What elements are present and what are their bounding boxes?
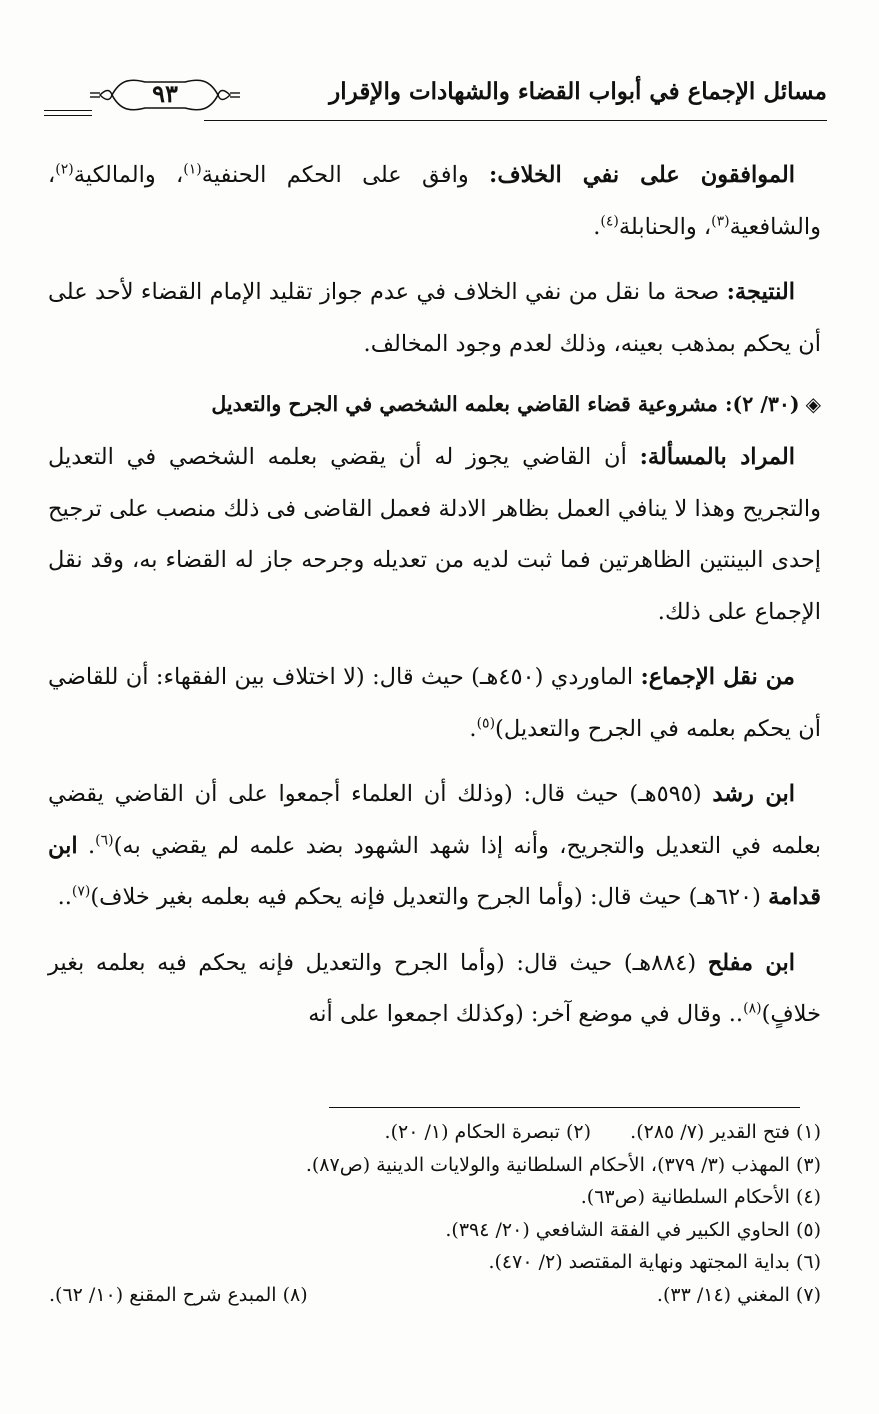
footnote-3: (٣) المهذب (٣/ ٣٧٩)، الأحكام السلطانية والولايات الدينية (ص٨٧). [305,1153,821,1176]
paragraph-text: ، والمالكية [73,162,184,188]
paragraph-text: (٨٨٤هـ) حيث قال: (وأما الجرح والتعديل فإنه يحكم فيه بعلمه بغير خلافٍ) [48,949,821,1027]
paragraph-text: وافق على الحكم الحنفية [201,162,490,188]
section-number: (٣٠/ ٢): [724,392,800,416]
header-rule [204,120,827,121]
footnote-6: (٦) بداية المجتهد ونهاية المقتصد (٢/ ٤٧٠). [488,1251,821,1273]
footnote-row [49,1116,821,1149]
paragraph-text: صحة ما نقل من نفي الخلاف في عدم جواز تقليد الإمام القضاء لأحد على أن يحكم بمذهب بعينه، وذلك لعدم وجود المخالف. [48,279,821,357]
footnote-ref: (٧) [71,883,91,900]
paragraph-text: .. وقال في موضع آخر: (وكذلك اجمعوا على أنه [308,1001,744,1027]
footnote-row [49,1279,821,1312]
footnote-row [49,1181,821,1214]
paragraph-ibn-rushd [48,769,821,924]
paragraph-text: ، والحنابلة [618,213,712,240]
header-rule-left-top [44,110,92,111]
paragraph-result [48,267,821,370]
page-header [44,74,827,124]
footnote-ref: (٦) [95,832,114,848]
paragraph-ibn-muflih [48,938,821,1041]
paragraph-text: الماوردي (٤٥٠هـ) حيث قال: (لا اختلاف بين الفقهاء: أن للقاضي أن يحكم بعلمه في الجرح والتعديل) [48,664,821,742]
footnote-row [49,1149,821,1182]
paragraph-lead: المراد بالمسألة: [639,444,795,470]
paragraph-text: . [77,832,96,859]
paragraph-text: . [469,715,477,742]
footnote-row [49,1246,821,1279]
footnote-row [49,1214,821,1247]
section-heading [48,384,821,424]
footnote-ref: (١) [183,161,202,178]
paragraph-agreeing-parties [48,150,821,253]
header-rule-left-bottom [44,115,92,116]
footnotes [49,1116,821,1311]
paragraph-text: ، والشافعية [48,162,821,240]
footnote-ref: (٢) [55,161,74,178]
running-title: مسائل الإجماع في أبواب القضاء والشهادات والإقرار [329,78,827,105]
paragraph-lead: النتيجة: [726,279,795,305]
footnote-8: (٨) المبدع شرح المقنع (١٠/ ٦٢). [49,1283,308,1306]
section-title: مشروعية قضاء القاضي بعلمه الشخصي في الجرح والتعديل [211,392,725,416]
page-number-badge [90,72,240,118]
diamond-bullet-icon: ◈ [805,392,821,416]
footnote-1: (١) فتح القدير (٧/ ٢٨٥). [630,1121,821,1143]
footnote-ref: (٨) [743,1000,762,1017]
paragraph-lead: ابن مفلح [707,949,796,976]
paragraph-lead: ابن قدامة [48,832,821,910]
footnote-7: (٧) المغني (١٤/ ٣٣). [656,1283,821,1306]
paragraph-text: (٦٢٠هـ) حيث قال: (وأما الجرح والتعديل فإنه يحكم فيه بعلمه بغير خلاف) [90,884,769,910]
paragraph-consensus-reporters [48,652,821,755]
paragraph-text: . [593,213,601,240]
paragraph-lead: الموافقون على نفي الخلاف: [489,162,796,188]
page-number: ٩٣ [152,79,178,108]
paragraph-text: .. [57,884,72,910]
footnote-5: (٥) الحاوي الكبير في الفقة الشافعي (٢٠/ ٣٩٤). [445,1218,821,1241]
main-text [48,150,821,1055]
paragraph-text: (٥٩٥هـ) حيث قال: (وذلك أن العلماء أجمعوا على أن القاضي يقضي بعلمه في التعديل والتجريح، وأنه إذا شهد الشهود بضد علمه لم يقضي به) [48,781,821,859]
footnote-4: (٤) الأحكام السلطانية (ص٦٣). [580,1186,821,1208]
footnote-ref: (٤) [600,213,619,229]
paragraph-lead: من نقل الإجماع: [640,664,795,690]
paragraph-lead: ابن رشد [712,781,795,807]
footnote-2: (٢) تبصرة الحكام (١/ ٢٠). [384,1121,591,1143]
paragraph-issue-meaning [48,432,821,638]
footnote-ref: (٣) [711,213,730,229]
footnote-separator [329,1107,800,1108]
paragraph-text: أن القاضي يجوز له أن يقضي بعلمه الشخصي في التعديل والتجريح وهذا لا ينافي العمل بظاهر الادلة فعمل القاضى فى ذلك منصب على ترجيح إحدى البينتين الظاهرتين فما ثبت لديه من تعديله وجرحه جاز له القضاء به، وقد نقل الإجماع على ذلك. [48,444,821,625]
footnote-ref: (٥) [476,715,496,731]
